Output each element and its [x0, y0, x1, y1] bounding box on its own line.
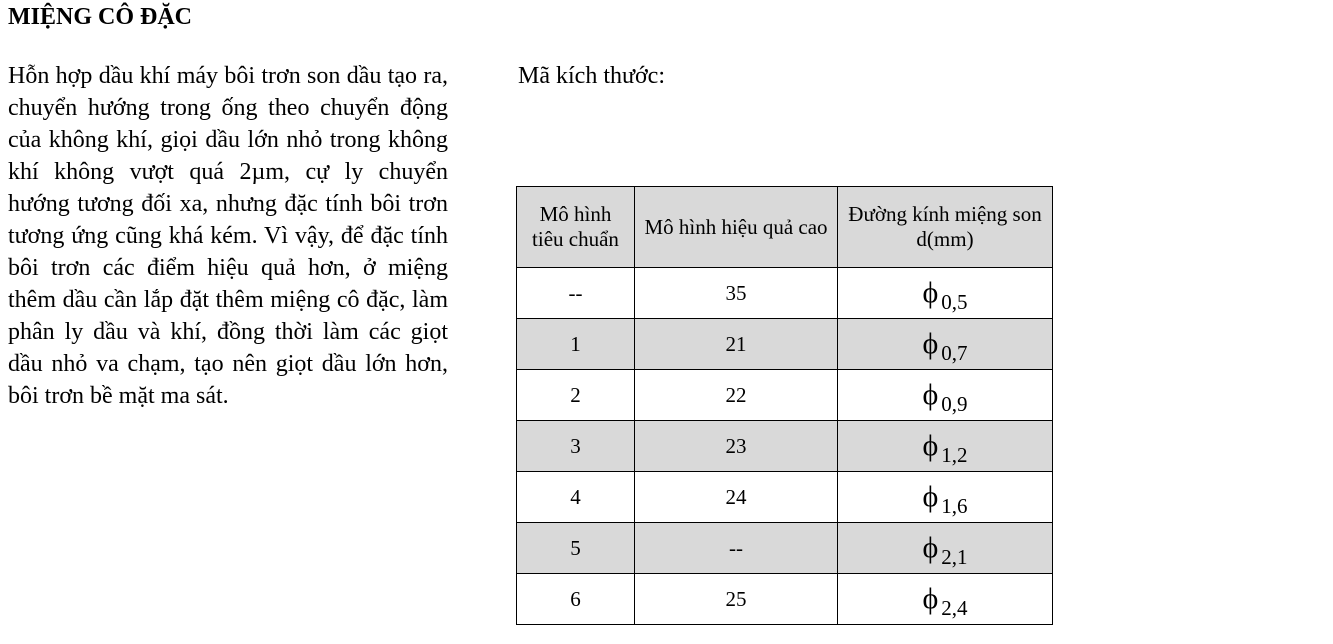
cell-high-efficiency-model: 21: [635, 319, 838, 370]
table-row: [517, 319, 1053, 370]
diameter-value: 2,4: [941, 596, 968, 620]
cell-nozzle-diameter: [838, 523, 1053, 574]
header-high-efficiency-model: Mô hình hiệu quả cao: [635, 187, 838, 268]
cell-standard-model: 5: [517, 523, 635, 574]
phi-symbol: ϕ: [922, 429, 939, 462]
size-code-label: Mã kích thước:: [518, 63, 665, 89]
diameter-value: 1,6: [941, 494, 968, 518]
description-paragraph: Hỗn hợp dầu khí máy bôi trơn son dầu tạo ra, chuyển hướng trong ống theo chuyển động của không khí, giọi dầu lớn nhỏ trong không khí không vượt quá 2µm, cự ly chuyển hướng tương đối xa, nhưng đặc tính bôi trơn tương ứng cũng khá kém. Vì vậy, để đặc tính bôi trơn các điểm hiệu quả hơn, ở miệng thêm dầu cần lắp đặt thêm miệng cô đặc, làm phân ly dầu và khí, đồng thời làm các giọt dầu nhỏ va chạm, tạo nên giọt dầu lớn hơn, bôi trơn bề mặt ma sát.: [8, 63, 448, 409]
cell-high-efficiency-model: 35: [635, 268, 838, 319]
phi-symbol: ϕ: [922, 327, 939, 360]
cell-standard-model: 1: [517, 319, 635, 370]
phi-symbol: ϕ: [922, 480, 939, 513]
header-standard-model: Mô hình tiêu chuẩn: [517, 187, 635, 268]
cell-high-efficiency-model: 25: [635, 574, 838, 625]
cell-high-efficiency-model: 24: [635, 472, 838, 523]
cell-standard-model: 2: [517, 370, 635, 421]
table-row: [517, 268, 1053, 319]
cell-nozzle-diameter: [838, 472, 1053, 523]
phi-symbol: ϕ: [922, 582, 939, 615]
phi-symbol: ϕ: [922, 531, 939, 564]
cell-nozzle-diameter: [838, 421, 1053, 472]
table-row: [517, 421, 1053, 472]
cell-standard-model: --: [517, 268, 635, 319]
cell-standard-model: 6: [517, 574, 635, 625]
cell-nozzle-diameter: [838, 319, 1053, 370]
cell-standard-model: 3: [517, 421, 635, 472]
cell-nozzle-diameter: [838, 268, 1053, 319]
phi-symbol: ϕ: [922, 378, 939, 411]
cell-high-efficiency-model: 23: [635, 421, 838, 472]
table-header-row: [517, 187, 1053, 268]
table-row: [517, 472, 1053, 523]
cell-nozzle-diameter: [838, 574, 1053, 625]
table-body: [517, 268, 1053, 625]
table-row: [517, 370, 1053, 421]
diameter-value: 1,2: [941, 443, 968, 467]
cell-nozzle-diameter: [838, 370, 1053, 421]
table-row: [517, 523, 1053, 574]
header-nozzle-diameter: Đường kính miệng son d(mm): [838, 187, 1053, 268]
table-row: [517, 574, 1053, 625]
diameter-value: 0,7: [941, 341, 968, 365]
cell-high-efficiency-model: 22: [635, 370, 838, 421]
cell-standard-model: 4: [517, 472, 635, 523]
cell-high-efficiency-model: --: [635, 523, 838, 574]
phi-symbol: ϕ: [922, 276, 939, 309]
diameter-value: 0,9: [941, 392, 968, 416]
table-header: [517, 187, 1053, 268]
diameter-value: 2,1: [941, 545, 968, 569]
diameter-value: 0,5: [941, 290, 968, 314]
page-title: MIỆNG CÔ ĐẶC: [8, 4, 192, 30]
nozzle-size-table: [516, 186, 1053, 625]
